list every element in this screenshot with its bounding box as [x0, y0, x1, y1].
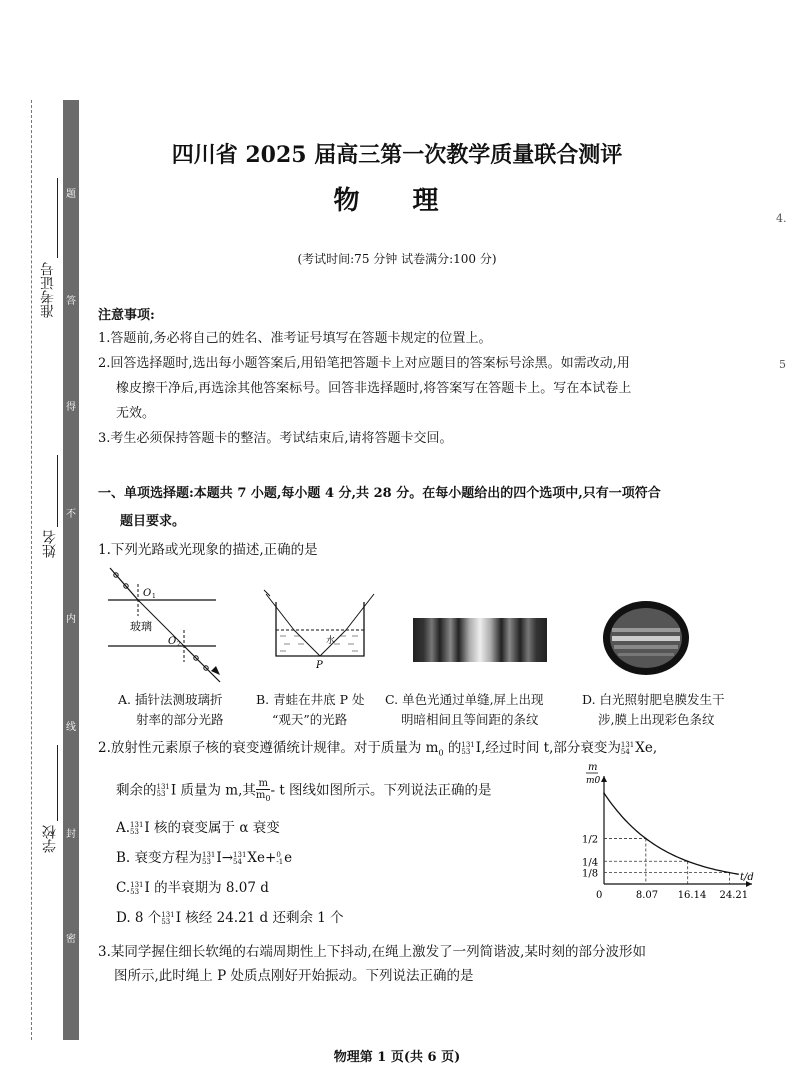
notice-list [98, 326, 758, 451]
stem-text: 图所示,此时绳上 P 处质点刚好开始振动。下列说法正确的是 [114, 968, 474, 984]
y-tick-label: 1/2 [582, 834, 599, 846]
name-label: 姓名 [42, 530, 58, 558]
x-tick-label: 8.07 [635, 890, 659, 901]
school-label: 学校 [42, 825, 58, 853]
x-tick-label: 16.14 [677, 890, 707, 901]
option-text: 射率的部分光路 [136, 712, 224, 727]
option-text: C. 单色光通过单缝,屏上出现 [385, 692, 544, 707]
notice-item: 无效。 [116, 406, 156, 421]
stem-text: 2.放射性元素原子核的衰变遵循统计规律。对于质量为 m [98, 740, 439, 756]
label-water: 水 [326, 636, 336, 646]
svg-text:2: 2 [177, 641, 181, 648]
stem-text: I,经过时间 t,部分衰变为 [475, 740, 621, 756]
exam-id-label: 准考证号 [40, 262, 56, 318]
decay-chart [582, 762, 762, 918]
y-axis-arrow [601, 776, 607, 782]
q1-option-c[interactable] [385, 690, 544, 730]
svg-text:1: 1 [152, 593, 156, 600]
option-text: 明暗相间且等间距的条纹 [401, 712, 539, 727]
decay-curve [604, 793, 739, 874]
edge-mark: 4. [776, 212, 787, 225]
seal-char: 不 [66, 509, 76, 520]
q3-stem [98, 940, 778, 988]
stem-text: 3.某同学握住细长软绳的右端周期性上下抖动,在绳上激发了一列简谐波,某时刻的部分波形如 [98, 944, 646, 960]
seal-char: 线 [66, 722, 76, 733]
y-tick-label: 1/8 [582, 868, 599, 880]
option-prefix: D. 8 个 [116, 910, 162, 926]
exam-info: (考试时间:75 分钟 试卷满分:100 分) [297, 252, 497, 266]
seal-char: 题 [66, 189, 76, 200]
y-tick-label: 1/4 [582, 857, 599, 869]
label-glass: 玻璃 [130, 620, 152, 633]
stem-text: Xe, [635, 740, 658, 756]
seal-char: 密 [66, 934, 76, 945]
figure-b-well [264, 590, 376, 670]
option-text: A. 插针法测玻璃折 [118, 692, 223, 707]
seal-char: 内 [66, 614, 76, 625]
q2-option-b[interactable]: B. 衰变方程为 131 53 I→ 131 54 Xe+ 0 -1 e [116, 850, 293, 866]
subject-title: 物 理 [333, 186, 461, 216]
data-point [603, 792, 605, 794]
q2-stem-line2: 剩余的 131 53 I 质量为 m,其 $\frac{m}{m_0}$ - t 图线如图所示。下列说法正确的是 [116, 778, 492, 803]
q1-option-a[interactable] [118, 690, 224, 730]
section-heading-line: 题目要求。 [120, 514, 186, 529]
stem-text: - t 图线如图所示。下列说法正确的是 [270, 782, 492, 799]
notice-item: 2.回答选择题时,选出每小题答案后,用铅笔把答题卡上对应题目的答案标号涂黑。如需改动,用 [98, 356, 630, 371]
notice-heading: 注意事项: [98, 308, 155, 323]
label-o2: O [168, 636, 177, 647]
section-heading [98, 480, 758, 536]
option-text: D. 白光照射肥皂膜发生干 [582, 692, 725, 707]
q1-stem: 1.下列光路或光现象的描述,正确的是 [98, 542, 318, 558]
q2-option-d[interactable]: D. 8 个 131 53 I 核经 24.21 d 还剩余 1 个 [116, 910, 344, 926]
notice-item: 3.考生必须保持答题卡的整洁。考试结束后,请将答题卡交回。 [98, 431, 453, 446]
page-footer: 物理第 1 页(共 6 页) [333, 1050, 461, 1065]
stem-text: 的 [447, 740, 462, 756]
x-tick-label: 24.21 [719, 890, 749, 901]
option-text: “观天”的光路 [272, 712, 348, 727]
q1-option-b[interactable] [256, 690, 365, 730]
cut-line [31, 100, 32, 1040]
figure-d-soap-film [602, 600, 690, 676]
label-o1: O [143, 588, 152, 599]
data-point [687, 860, 689, 862]
x-axis-label: t/d [740, 872, 754, 883]
option-text: I 核经 24.21 d 还剩余 1 个 [175, 910, 344, 926]
label-p: P [316, 660, 323, 671]
y-axis-label: m [588, 762, 598, 773]
seal-char: 答 [66, 296, 76, 307]
figure-a-glass-slab [108, 566, 220, 682]
q2-option-a[interactable]: A. 131 53 I 核的衰变属于 α 衰变 [116, 820, 280, 836]
binding-strip [63, 100, 79, 1040]
notice-item: 橡皮擦干净后,再选涂其他答案标号。回答非选择题时,将答案写在答题卡上。写在本试卷上 [116, 381, 632, 396]
q1-option-d[interactable] [582, 690, 725, 730]
stem-text: 剩余的 [116, 782, 157, 799]
y-axis-label-denominator: m0 [586, 776, 601, 786]
q2-option-c[interactable]: C. 131 53 I 的半衰期为 8.07 d [116, 880, 269, 896]
origin-label: 0 [596, 890, 603, 901]
data-point [645, 838, 647, 840]
option-text: I 核的衰变属于 α 衰变 [144, 820, 280, 836]
option-text: 涉,膜上出现彩色条纹 [598, 712, 715, 727]
option-text: B. 衰变方程为 [116, 850, 203, 866]
name-blank[interactable] [57, 455, 58, 527]
edge-mark: 5 [779, 358, 786, 371]
figure-c-fringes [413, 618, 547, 662]
seal-char: 封 [66, 829, 76, 840]
stem-text: I 质量为 m,其 [170, 782, 256, 799]
data-point [729, 872, 731, 874]
exam-title: 四川省 2025 届高三第一次教学质量联合测评 [171, 142, 623, 168]
school-blank[interactable] [57, 745, 58, 821]
seal-char: 得 [66, 402, 76, 413]
option-text: B. 青蛙在井底 P 处 [256, 692, 365, 707]
q2-stem-line1: 2.放射性元素原子核的衰变遵循统计规律。对于质量为 $m_0$ 的 131 53 I,经过时间 t,部分衰变为 131 54 Xe, [98, 740, 658, 758]
option-prefix: C. [116, 880, 131, 896]
option-prefix: A. [116, 820, 131, 836]
option-text: I 的半衰期为 8.07 d [144, 880, 269, 896]
notice-item: 1.答题前,务必将自己的姓名、准考证号填写在答题卡规定的位置上。 [98, 331, 492, 346]
section-heading-line: 一、单项选择题:本题共 7 小题,每小题 4 分,共 28 分。在每小题给出的四个选项中,只有一项符合 [98, 486, 661, 501]
